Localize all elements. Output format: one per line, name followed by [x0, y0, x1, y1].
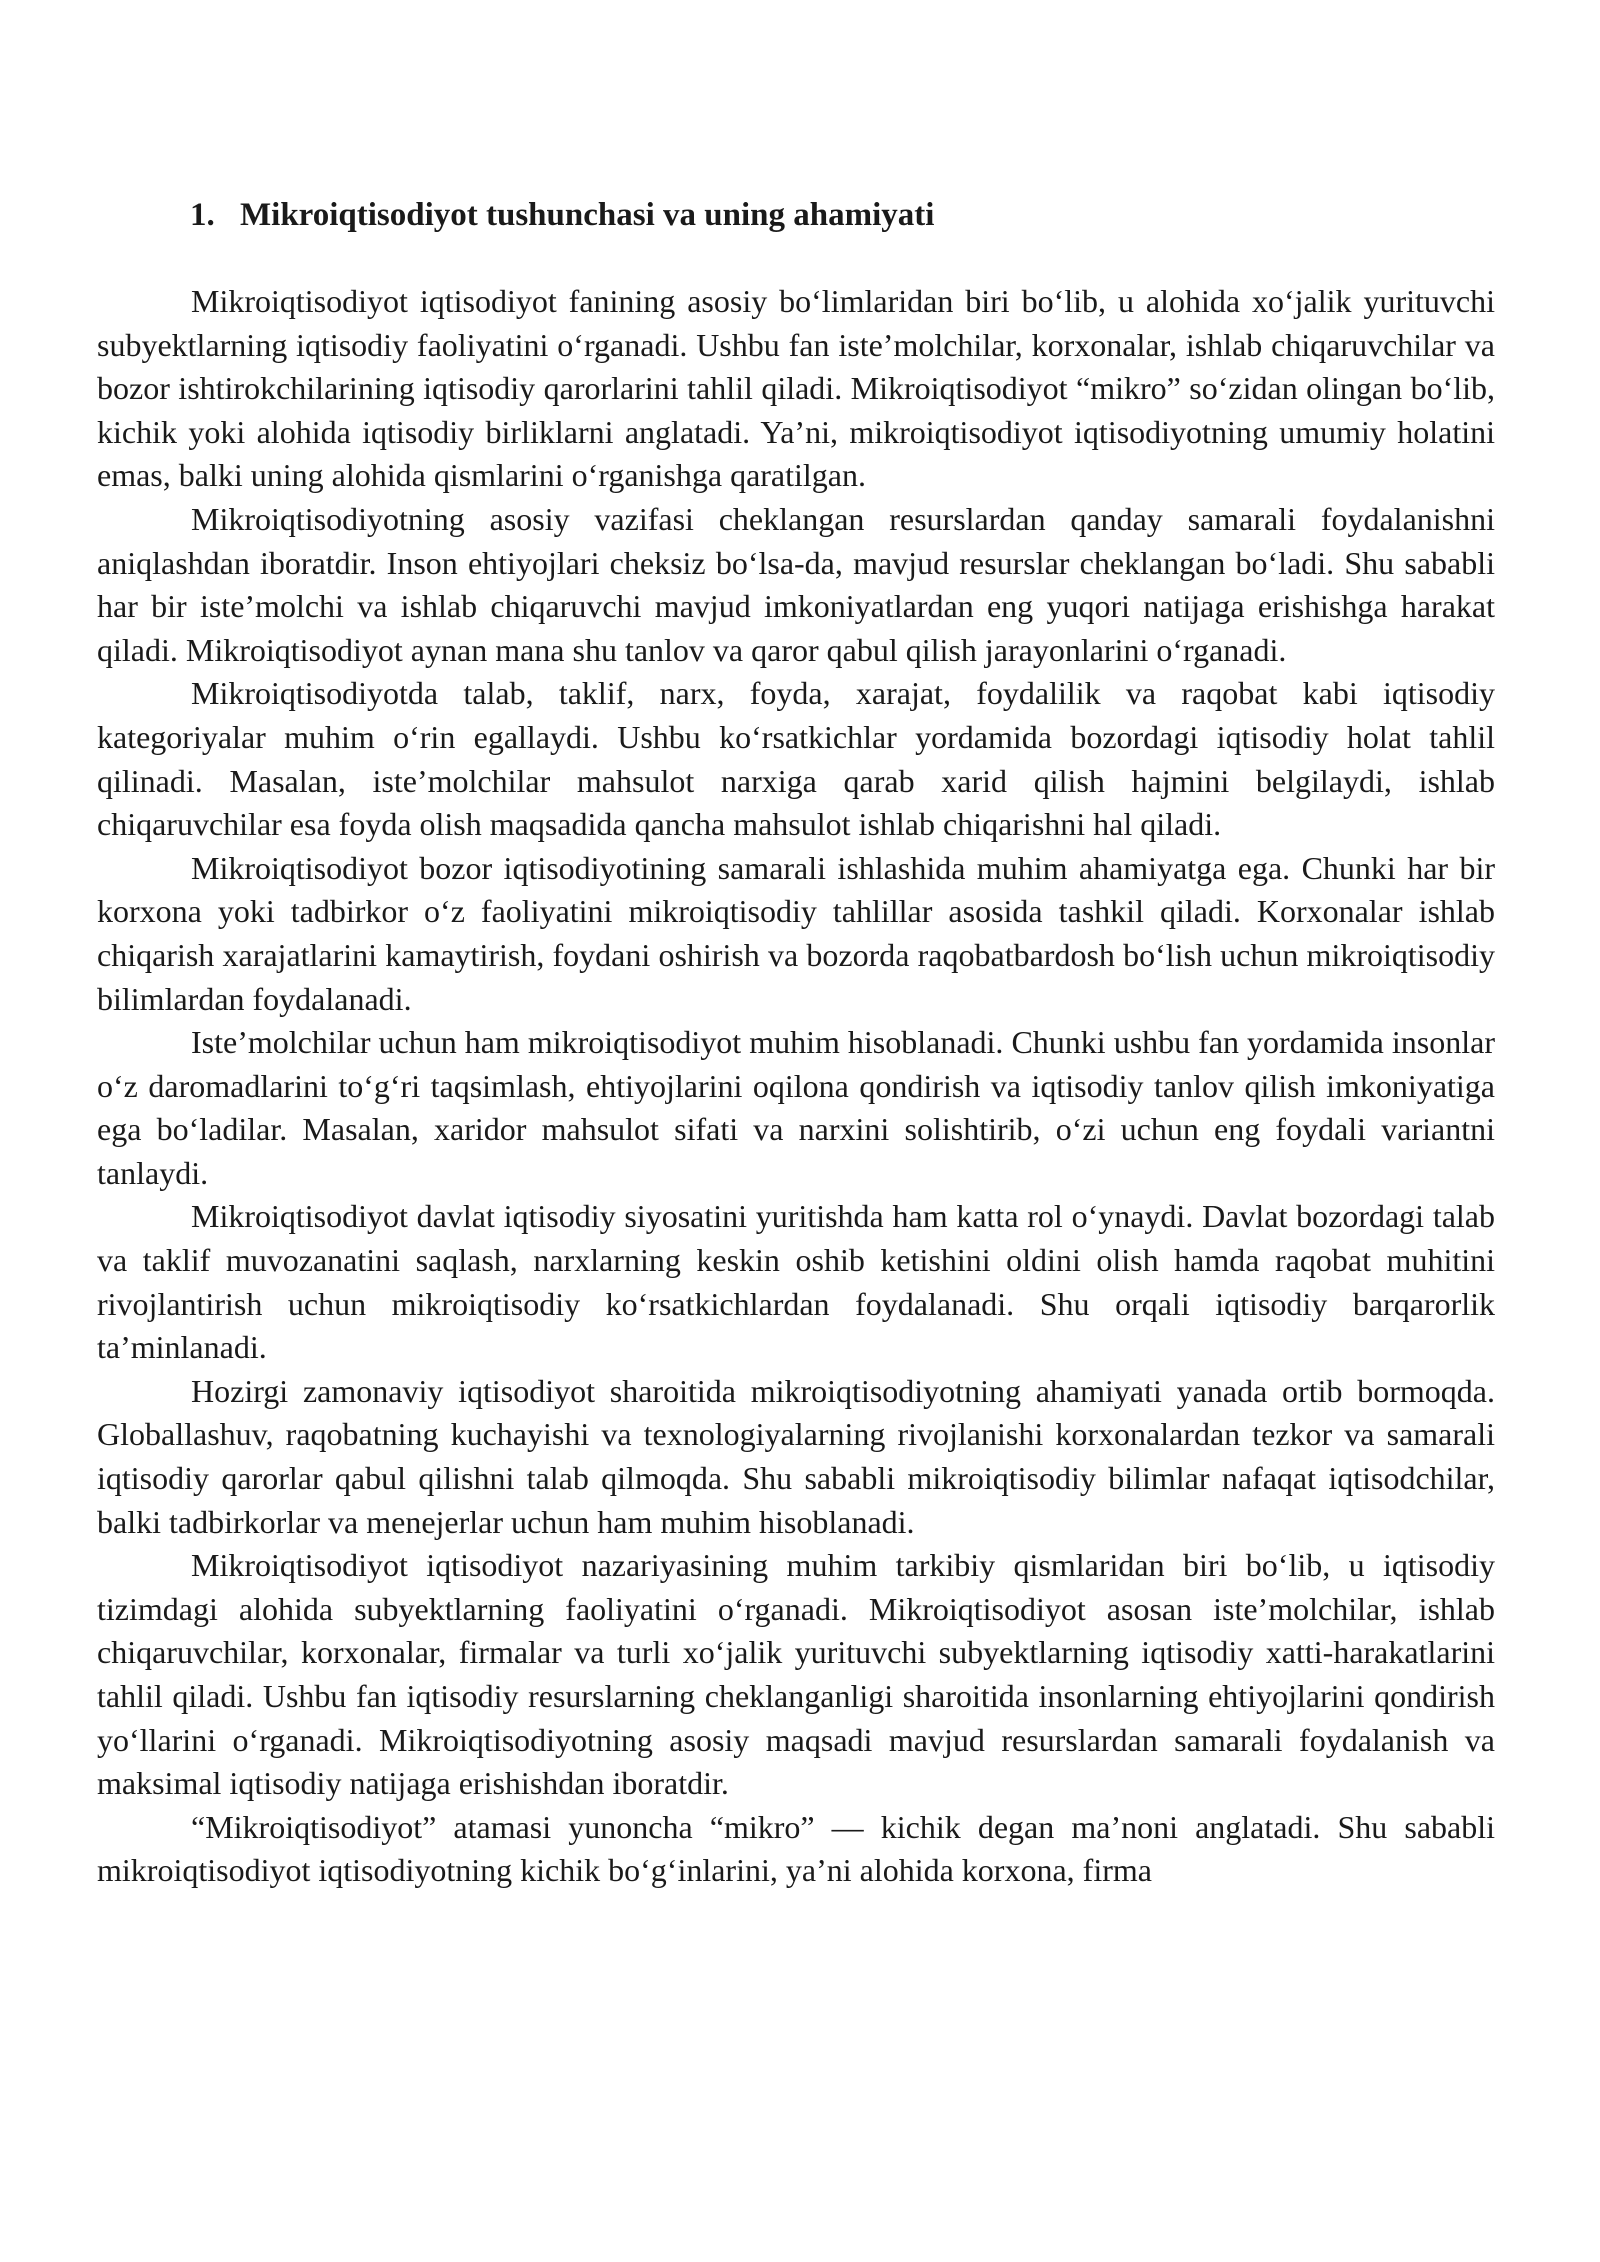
section-heading	[190, 193, 1490, 237]
paragraph: Mikroiqtisodiyot bozor iqtisodiyotining samarali ishlashida muhim ahamiyatga ega. Chunki har bir korxona yoki tadbirkor o‘z faoliyatini mikroiqtisodiy tahlillar asosida tashkil qiladi. Korxonalar ishlab chiqarish xarajatlarini kamaytirish, foydani oshirish va bozorda raqobatbardosh bo‘lish uchun mikroiqtisodiy bilimlardan foydalanadi.	[97, 849, 1495, 1017]
paragraph: Hozirgi zamonaviy iqtisodiyot sharoitida mikroiqtisodiyotning ahamiyati yanada ortib bormoqda. Globallashuv, raqobatning kuchayishi va texnologiyalarning rivojlanishi korxonalardan tezkor va samarali iqtisodiy qarorlar qabul qilishni talab qilmoqda. Shu sababli mikroiqtisodiy bilimlar nafaqat iqtisodchilar, balki tadbirkorlar va menejerlar uchun ham muhim hisoblanadi.	[97, 1372, 1495, 1540]
paragraph: Mikroiqtisodiyot iqtisodiyot fanining asosiy bo‘limlaridan biri bo‘lib, u alohida xo‘jalik yurituvchi subyektlarning iqtisodiy faoliyatini o‘rganadi. Ushbu fan iste’molchilar, korxonalar, ishlab chiqaruvchilar va bozor ishtirokchilarining iqtisodiy qarorlarini tahlil qiladi. Mikroiqtisodiyot “mikro” so‘zidan olingan bo‘lib, kichik yoki alohida iqtisodiy birliklarni anglatadi. Ya’ni, mikroiqtisodiyot iqtisodiyotning umumiy holatini emas, balki uning alohida qismlarini o‘rganishga qaratilgan.	[97, 283, 1495, 494]
section-title: Mikroiqtisodiyot tushunchasi va uning ahamiyati	[240, 197, 935, 233]
paragraph: Mikroiqtisodiyotning asosiy vazifasi cheklangan resurslardan qanday samarali foydalanishni aniqlashdan iboratdir. Inson ehtiyojlari cheksiz bo‘lsa-da, mavjud resurslar cheklangan bo‘ladi. Shu sababli har bir iste’molchi va ishlab chiqaruvchi mavjud imkoniyatlardan eng yuqori natijaga erishishga harakat qiladi. Mikroiqtisodiyot aynan mana shu tanlov va qaror qabul qilish jarayonlarini o‘rganadi.	[97, 500, 1495, 668]
paragraph: “Mikroiqtisodiyot” atamasi yunoncha “mikro” — kichik degan ma’noni anglatadi. Shu sababli mikroiqtisodiyot iqtisodiyotning kichik bo‘g‘inlarini, ya’ni alohida korxona, firma	[97, 1808, 1495, 1889]
paragraph: Mikroiqtisodiyotda talab, taklif, narx, foyda, xarajat, foydalilik va raqobat kabi iqtisodiy kategoriyalar muhim o‘rin egallaydi. Ushbu ko‘rsatkichlar yordamida bozordagi iqtisodiy holat tahlil qilinadi. Masalan, iste’molchilar mahsulot narxiga qarab xarid qilish hajmini belgilaydi, ishlab chiqaruvchilar esa foyda olish maqsadida qancha mahsulot ishlab chiqarishni hal qiladi.	[97, 675, 1495, 843]
paragraph: Mikroiqtisodiyot davlat iqtisodiy siyosatini yuritishda ham katta rol o‘ynaydi. Davlat bozordagi talab va taklif muvozanatini saqlash, narxlarning keskin oshib ketishini oldini olish hamda raqobat muhitini rivojlantirish uchun mikroiqtisodiy ko‘rsatkichlardan foydalanadi. Shu orqali iqtisodiy barqarorlik ta’minlanadi.	[97, 1198, 1495, 1366]
body-text	[97, 280, 1495, 1893]
section-number: 1.	[190, 197, 215, 233]
paragraph: Iste’molchilar uchun ham mikroiqtisodiyot muhim hisoblanadi. Chunki ushbu fan yordamida insonlar o‘z daromadlarini to‘g‘ri taqsimlash, ehtiyojlarini oqilona qondirish va iqtisodiy tanlov qilish imkoniyatiga ega bo‘ladilar. Masalan, xaridor mahsulot sifati va narxini solishtirib, o‘zi uchun eng foydali variantni tanlaydi.	[97, 1024, 1495, 1191]
paragraph: Mikroiqtisodiyot iqtisodiyot nazariyasining muhim tarkibiy qismlaridan biri bo‘lib, u iqtisodiy tizimdagi alohida subyektlarning faoliyatini o‘rganadi. Mikroiqtisodiyot asosan iste’molchilar, ishlab chiqaruvchilar, korxonalar, firmalar va turli xo‘jalik yurituvchi subyektlarning iqtisodiy xatti-harakatlarini tahlil qiladi. Ushbu fan iqtisodiy resurslarning cheklanganligi sharoitida insonlarning ehtiyojlarini qondirish yo‘llarini o‘rganadi. Mikroiqtisodiyotning asosiy maqsadi mavjud resurslardan samarali foydalanish va maksimal iqtisodiy natijaga erishishdan iboratdir.	[97, 1547, 1495, 1802]
